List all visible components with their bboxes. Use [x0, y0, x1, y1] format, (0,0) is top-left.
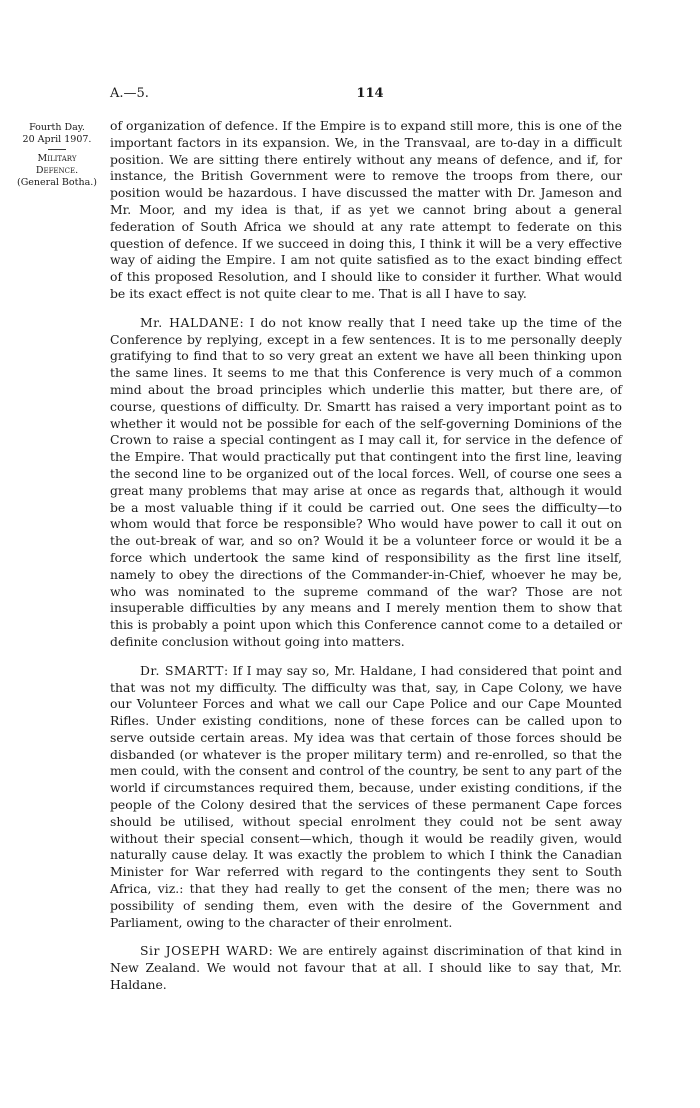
paragraph-text: : If I may say so, Mr. Haldane, I had considered that point and that was not my difficulty. The difficulty was that, say, in Cape Colony, we have our Volunteer Forces and what we call our Cape Police and our Cape Mounted Rifles. Under existing conditions, none of these forces can be called upon to serve outside certain areas. My idea was that certain of those forces should be disbanded (or whatever is the proper military term) and re-enrolled, so that the men could, with the consent and control of the country, be sent to any part of the world if circumstances required them, because, under existing conditions, if the people of the Colony desired that the services of these permanent Cape forces should be utilised, without special enrolment they could not be sent away without their special consent—which, though it would be readily given, would naturally cause delay. It was exactly the problem to which I think the Canadian Minister for War referred with regard to the contingents they sent to South Africa, viz.: that they had really to get the consent of the men; there was no possibility of sending them, even with the desire of the Government and Parliament, owing to the character of their enrolment. — [110, 662, 622, 930]
page-number: 114 — [356, 86, 384, 101]
paragraph-text: : We are entirely against discrimination of that kind in New Zealand. We would not favour that at all. I should like to say that, Mr. Haldane. — [110, 943, 622, 993]
body-text — [110, 118, 622, 1006]
paragraph — [110, 118, 622, 303]
paragraph-text: : I do not know really that I need take up the time of the Conference by replying, except in a few sentences. It is to me personally deeply gratifying to find that to so very great an extent we have all been thinking upon the same lines. It seems to me that this Conference is very much of a common mind about the broad principles which underlie this matter, but there are, of course, questions of difficulty. Dr. Smartt has raised a very important point as to whether it would not be possible for each of the self-governing Dominions of the Crown to raise a special contingent as I may call it, for service in the defence of the Empire. That would practically put that contingent into the first line, leaving the second line to be organized out of the local forces. Well, of course one sees a great many problems that may arise at once as regards that, although it would be a most valuable thing if it could be carried out. One sees the difficulty—to whom would that force be responsible? Who would have power to call it out on the out-break of war, and so on? Would it be a volunteer force or would it be a force which undertook the same kind of responsibility as the first line itself, namely to obey the directions of the Commander-in-Chief, whoever he may be, who was nominated to the supreme command of the war? Those are not insuperable difficulties by any means and I merely mention them to show that this is probably a point upon which this Conference cannot come to a detailed or definite conclusion without going into matters. — [110, 314, 622, 649]
paragraph — [110, 943, 622, 993]
running-head — [110, 86, 630, 106]
paragraph-text: of organization of defence. If the Empire is to expand still more, this is one of the important factors in its expansion. We, in the Transvaal, are to-day in a difficult position. We are sitting there entirely without any means of defence, and if, for instance, the British Government were to remove the troops from there, our position would be hazardous. I have discussed the matter with Dr. Jameson and Mr. Moor, and my idea is that, if as yet we cannot bring about a general federation of South Africa we should at any rate attempt to federate on this question of defence. If we succeed in doing this, I think it will be a very effective way of aiding the Empire. I am not quite satisfied as to the exact binding effect of this proposed Resolution, and I should like to consider it further. What would be its exact effect is not quite clear to me. That is all I have to say. — [110, 118, 622, 301]
margin-date: 20 April 1907. — [22, 134, 92, 145]
margin-topic-line1: Military — [37, 153, 77, 164]
paragraph — [110, 315, 622, 651]
margin-speaker: (General Botha.) — [17, 177, 97, 188]
speaker-name: Sir JOSEPH WARD — [140, 943, 269, 959]
speaker-name: Mr. HALDANE — [140, 314, 240, 330]
margin-note — [14, 122, 100, 189]
margin-topic-line2: Defence. — [35, 165, 79, 176]
margin-divider — [48, 149, 66, 150]
speaker-name: Dr. SMARTT — [140, 662, 224, 678]
margin-day: Fourth Day. — [29, 122, 85, 133]
paragraph — [110, 663, 622, 932]
document-reference: A.—5. — [110, 86, 149, 101]
